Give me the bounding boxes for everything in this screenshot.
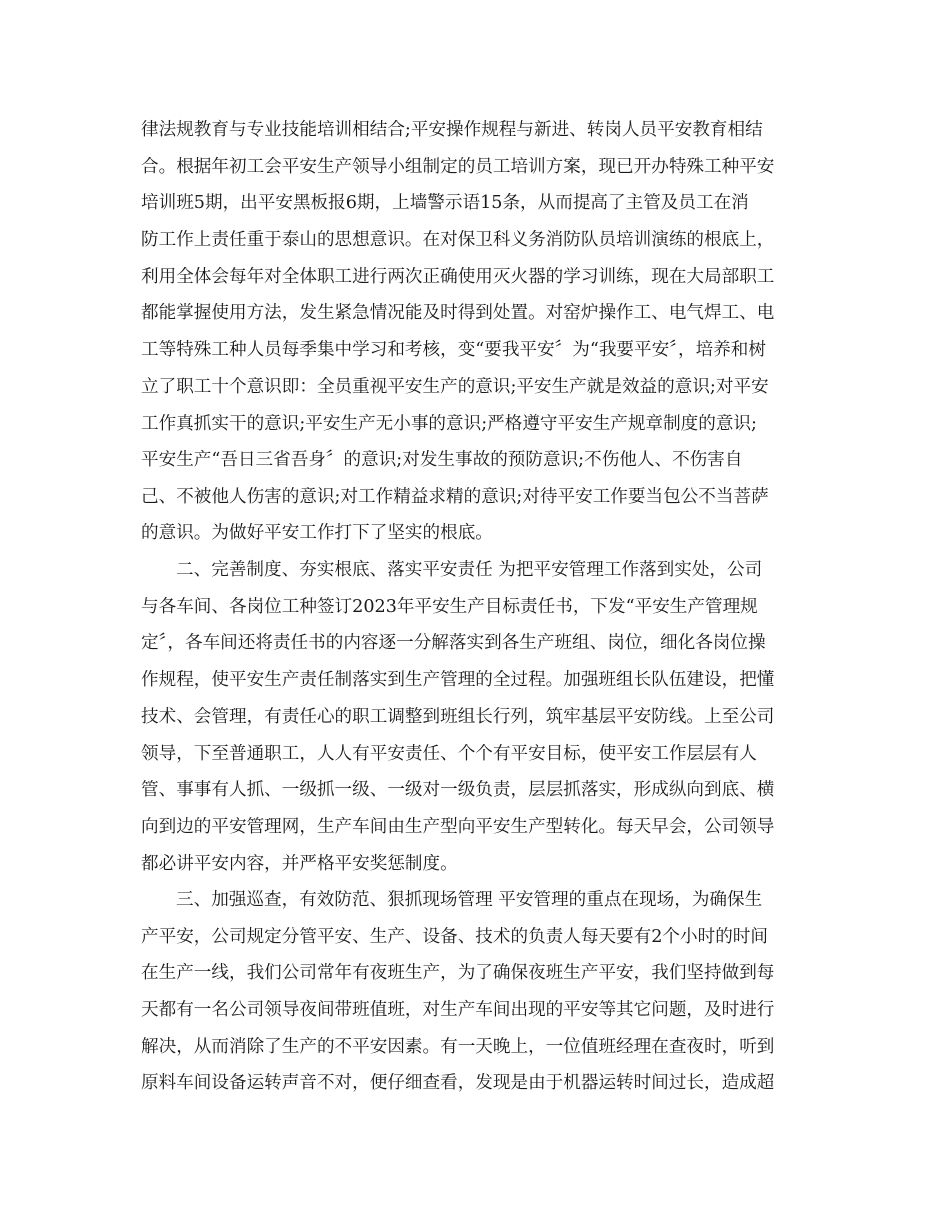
paragraph-heading-line: 三、加强巡查，有效防范、狠抓现场管理 平安管理的重点在现场，为确保生 (176, 890, 763, 910)
text-line: 立了职工十个意识即：全员重视平安生产的意识;平安生产就是效益的意识;对平安 (141, 377, 769, 397)
text-line: 向到边的平安管理网，生产车间由生产型向平安生产型转化。每天早会，公司领导 (141, 817, 775, 837)
text-line: 律法规教育与专业技能培训相结合;平安操作规程与新进、转岗人员平安教育相结 (141, 120, 763, 140)
text-line: 平安生产“吾日三省吾身〞的意识;对发生事故的预防意识;不伤他人、不伤害自 (141, 450, 743, 470)
text-line: 原料车间设备运转声音不对，便仔细查看，发现是由于机器运转时间过长，造成超 (141, 1073, 775, 1093)
paragraph-heading-line: 二、完善制度、夯实根底、落实平安责任 为把平安管理工作落到实处，公司 (176, 560, 763, 580)
text-line: 技术、会管理，有责任心的职工调整到班组长行列，筑牢基层平安防线。上至公司 (141, 707, 775, 727)
text-line: 都必讲平安内容，并严格平安奖惩制度。 (141, 854, 458, 874)
text-line: 领导，下至普通职工，人人有平安责任、个个有平安目标，使平安工作层层有人 (141, 744, 757, 764)
text-line: 己、不被他人伤害的意识;对工作精益求精的意识;对待平安工作要当包公不当菩萨 (141, 487, 769, 507)
text-line: 的意识。为做好平安工作打下了坚实的根底。 (141, 523, 493, 543)
text-line: 工作真抓实干的意识;平安生产无小事的意识;严格遵守平安生产规章制度的意识; (141, 414, 757, 434)
text-line: 产平安，公司规定分管平安、生产、设备、技术的负责人每天要有2个小时的时间 (141, 927, 768, 947)
text-line: 管、事事有人抓、一级抓一级、一级对一级负责，层层抓落实，形成纵向到底、横 (141, 780, 775, 800)
text-line: 解决，从而消除了生产的不平安因素。有一天晚上，一位值班经理在查夜时，听到 (141, 1037, 775, 1057)
text-line: 天都有一名公司领导夜间带班值班，对生产车间出现的平安等其它问题，及时进行 (141, 1000, 775, 1020)
text-line: 工等特殊工种人员每季集中学习和考核，变“要我平安〞为“我要平安〞，培养和树 (141, 340, 766, 360)
text-line: 防工作上责任重于泰山的思想意识。在对保卫科义务消防队员培训演练的根底上， (141, 230, 775, 250)
text-line: 与各车间、各岗位工种签订2023年平安生产目标责任书，下发“平安生产管理规 (141, 597, 758, 617)
text-line: 作规程，使平安生产责任制落实到生产管理的全过程。加强班组长队伍建设，把懂 (141, 670, 775, 690)
text-line: 合。根据年初工会平安生产领导小组制定的员工培训方案，现已开办特殊工种平安 (141, 157, 775, 177)
text-line: 在生产一线，我们公司常年有夜班生产，为了确保夜班生产平安，我们坚持做到每 (141, 963, 775, 983)
text-line: 都能掌握使用方法，发生紧急情况能及时得到处置。对窑炉操作工、电气焊工、电 (141, 303, 775, 323)
text-line: 利用全体会每年对全体职工进行两次正确使用灭火器的学习训练，现在大局部职工 (141, 267, 775, 287)
text-line: 定〞，各车间还将责任书的内容逐一分解落实到各生产班组、岗位，细化各岗位操 (141, 633, 766, 653)
text-line: 培训班5期，出平安黑板报6期，上墙警示语15条，从而提高了主管及员工在消 (141, 193, 749, 213)
